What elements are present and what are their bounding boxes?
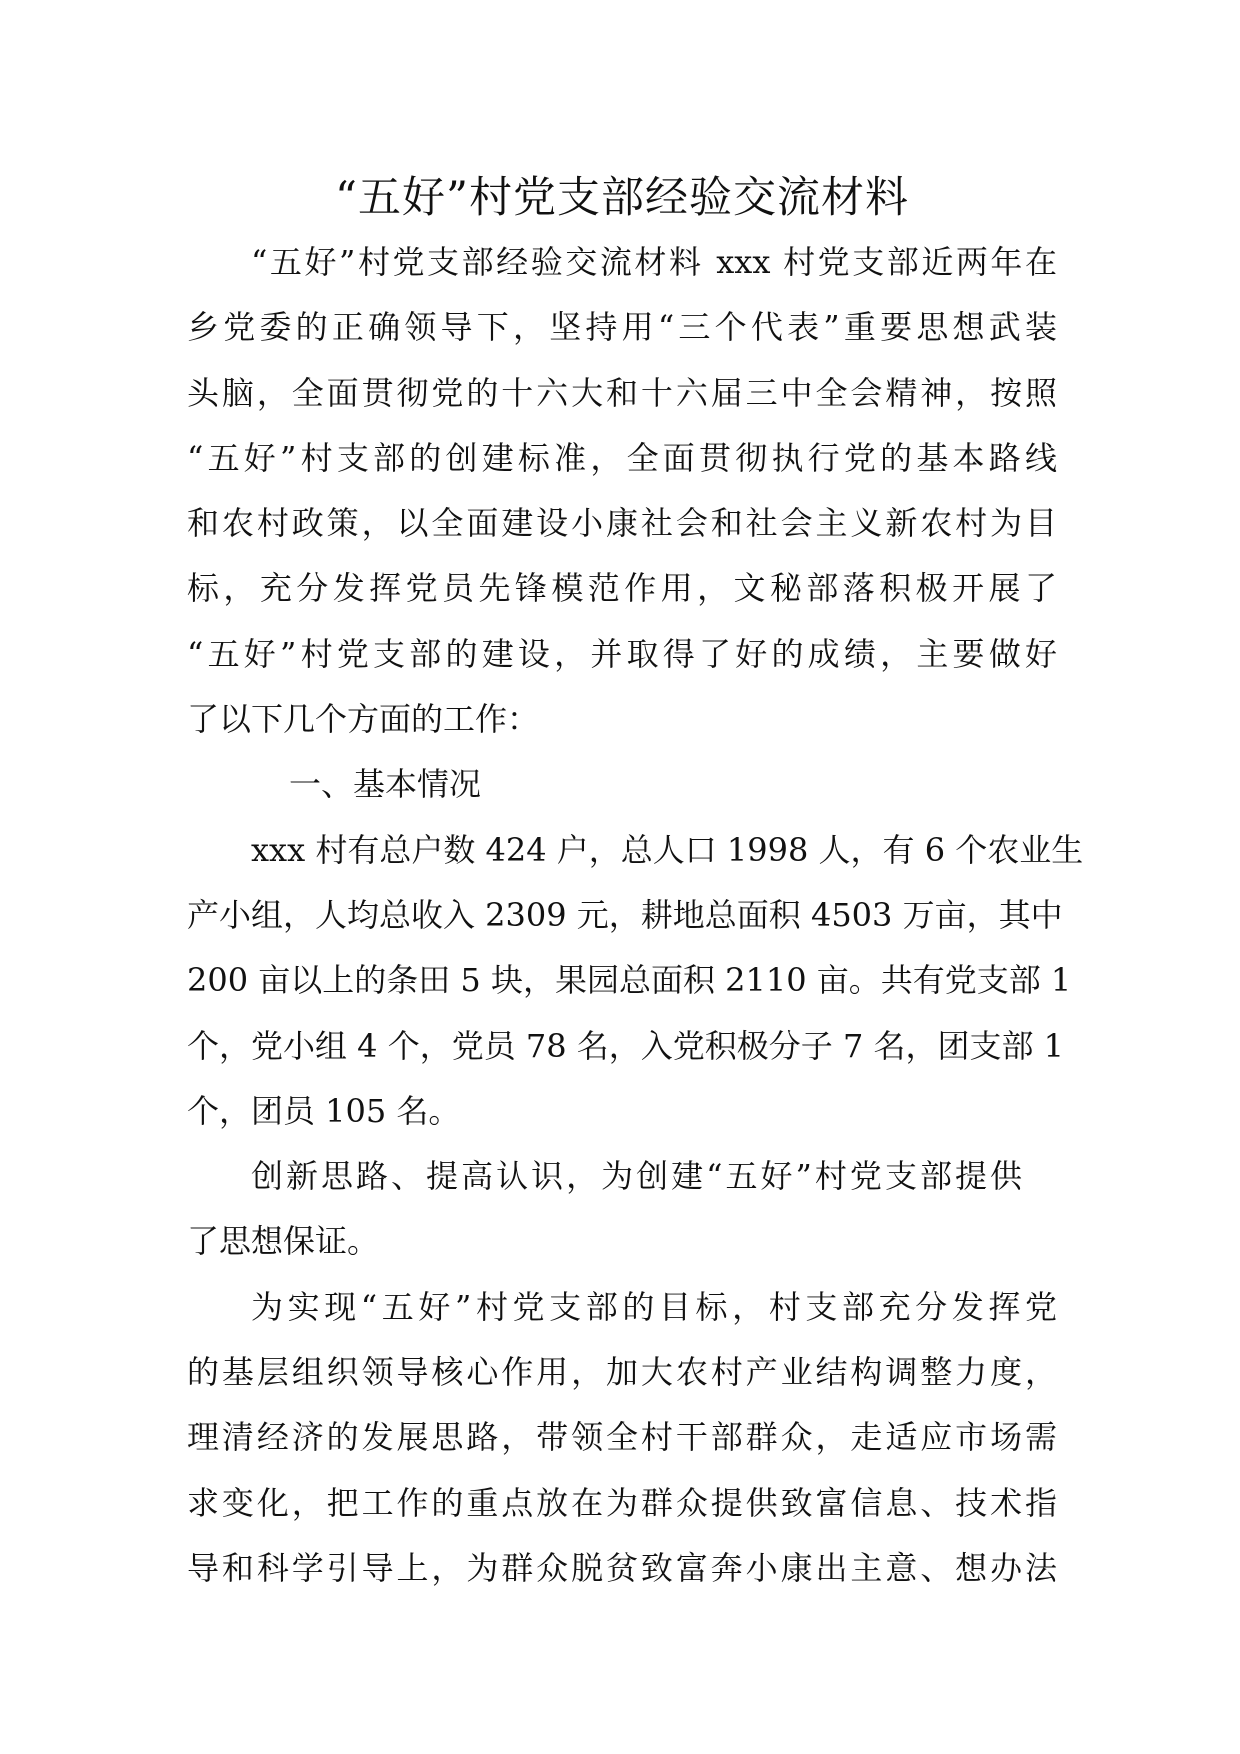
basic-info-paragraph: [187, 818, 1084, 1144]
goal-paragraph: [187, 1275, 1057, 1601]
intro-line-6: 标，充分发挥党员先锋模范作用，文秘部落积极开展了: [187, 569, 1057, 608]
goal-line-2: 的基层组织领导核心作用，加大农村产业结构调整力度，: [187, 1353, 1057, 1392]
basic-info-line-3: 200 亩以上的条田 5 块，果园总面积 2110 亩。共有党支部 1: [187, 961, 1072, 1000]
intro-line-1: “五好”村党支部经验交流材料 xxx 村党支部近两年在: [251, 243, 1057, 281]
goal-line-3: 理清经济的发展思路，带领全村干部群众，走适应市场需: [187, 1418, 1057, 1457]
intro-line-8: 了以下几个方面的工作：: [187, 700, 540, 739]
document-title: “五好”村党支部经验交流材料: [335, 173, 909, 223]
intro-line-7: “五好”村党支部的建设，并取得了好的成绩，主要做好: [187, 634, 1057, 673]
subheading-line-1: 创新思路、提高认识，为创建“五好”村党支部提供: [251, 1157, 1022, 1196]
intro-line-5: 和农村政策，以全面建设小康社会和社会主义新农村为目: [187, 504, 1057, 543]
intro-line-4: “五好”村支部的创建标准，全面贯彻执行党的基本路线: [187, 438, 1057, 477]
basic-info-line-1: xxx 村有总户数 424 户，总人口 1998 人，有 6 个农业生: [251, 830, 1084, 869]
basic-info-line-4: 个，党小组 4 个，党员 78 名，入党积极分子 7 名，团支部 1: [187, 1026, 1065, 1065]
basic-info-line-5: 个，团员 105 名。: [187, 1091, 461, 1130]
document-page: [187, 172, 1084, 1601]
subheading-paragraph: [187, 1144, 1022, 1275]
intro-line-3: 头脑，全面贯彻党的十六大和十六届三中全会精神，按照: [187, 373, 1057, 412]
goal-line-1: 为实现“五好”村党支部的目标，村支部充分发挥党: [251, 1287, 1057, 1326]
intro-line-2: 乡党委的正确领导下，坚持用“三个代表”重要思想武装: [187, 308, 1057, 347]
goal-line-4: 求变化，把工作的重点放在为群众提供致富信息、技术指: [187, 1483, 1057, 1522]
basic-info-line-2: 产小组，人均总收入 2309 元，耕地总面积 4503 万亩，其中: [187, 895, 1063, 934]
goal-line-5: 导和科学引导上，为群众脱贫致富奔小康出主意、想办法: [187, 1548, 1057, 1587]
section-heading: 一、基本情况: [289, 765, 482, 804]
subheading-line-2: 了思想保证。: [187, 1222, 380, 1261]
intro-paragraph: [187, 230, 1057, 752]
